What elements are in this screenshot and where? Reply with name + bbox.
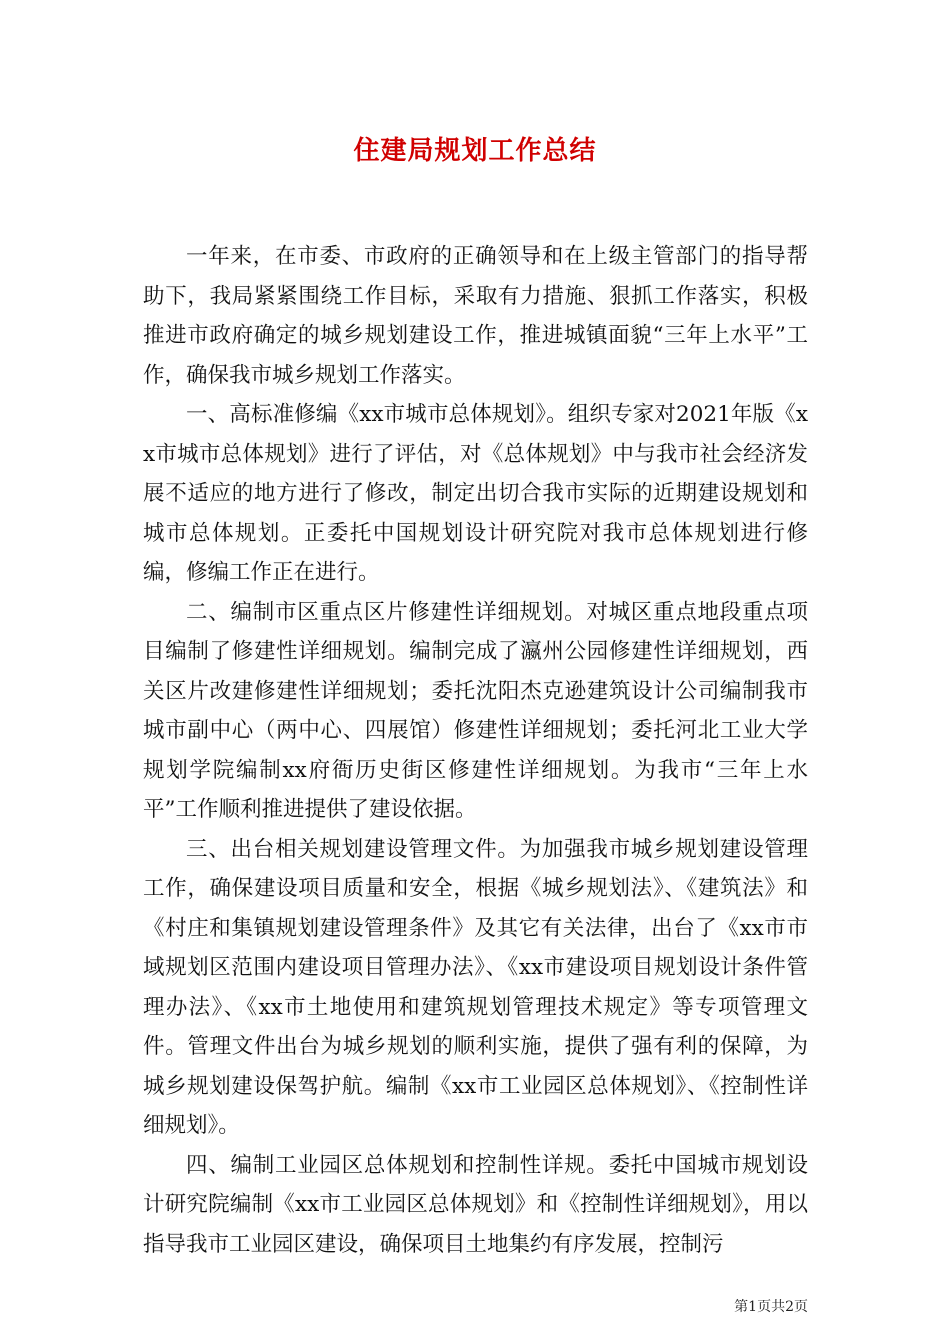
paragraph-intro: 一年来，在市委、市政府的正确领导和在上级主管部门的指导帮助下，我局紧紧围绕工作目标，采取有力措施、狠抓工作落实，积极推进市政府确定的城乡规划建设工作，推进城镇面貌“三年上水平”工作，确保我市城乡规划工作落实。 [143,244,808,388]
paragraph-section-1: 一、高标准修编《xx市城市总体规划》。组织专家对2021年版《xx市城市总体规划》进行了评估，对《总体规划》中与我市社会经济发展不适应的地方进行了修改，制定出切合我市实际的近期建设规划和城市总体规划。正委托中国规划设计研究院对我市总体规划进行修编，修编工作正在进行。 [143,402,808,585]
document-title: 住建局规划工作总结 [353,136,597,166]
paragraph-section-4: 四、编制工业园区总体规划和控制性详规。委托中国城市规划设计研究院编制《xx市工业园区总体规划》和《控制性详细规划》，用以指导我市工业园区建设，确保项目土地集约有序发展，控制污 [143,1152,808,1257]
document-body [143,237,808,1264]
paragraph-section-2: 二、编制市区重点区片修建性详细规划。对城区重点地段重点项目编制了修建性详细规划。编制完成了瀛州公园修建性详细规划，西关区片改建修建性详细规划；委托沈阳杰克逊建筑设计公司编制我市城市副中心（两中心、四展馆）修建性详细规划；委托河北工业大学规划学院编制xx府衙历史街区修建性详细规划。为我市“三年上水平”工作顺利推进提供了建设依据。 [143,599,808,822]
page-number-footer: 第1页共2页 [734,1299,808,1315]
paragraph-section-3: 三、出台相关规划建设管理文件。为加强我市城乡规划建设管理工作，确保建设项目质量和安全，根据《城乡规划法》、《建筑法》和《村庄和集镇规划建设管理条件》及其它有关法律，出台了《xx市市域规划区范围内建设项目管理办法》、《xx市建设项目规划设计条件管理办法》、《xx市土地使用和建筑规划管理技术规定》等专项管理文件。管理文件出台为城乡规划的顺利实施，提供了强有利的保障，为城乡规划建设保驾护航。编制《xx市工业园区总体规划》、《控制性详细规划》。 [143,836,808,1138]
